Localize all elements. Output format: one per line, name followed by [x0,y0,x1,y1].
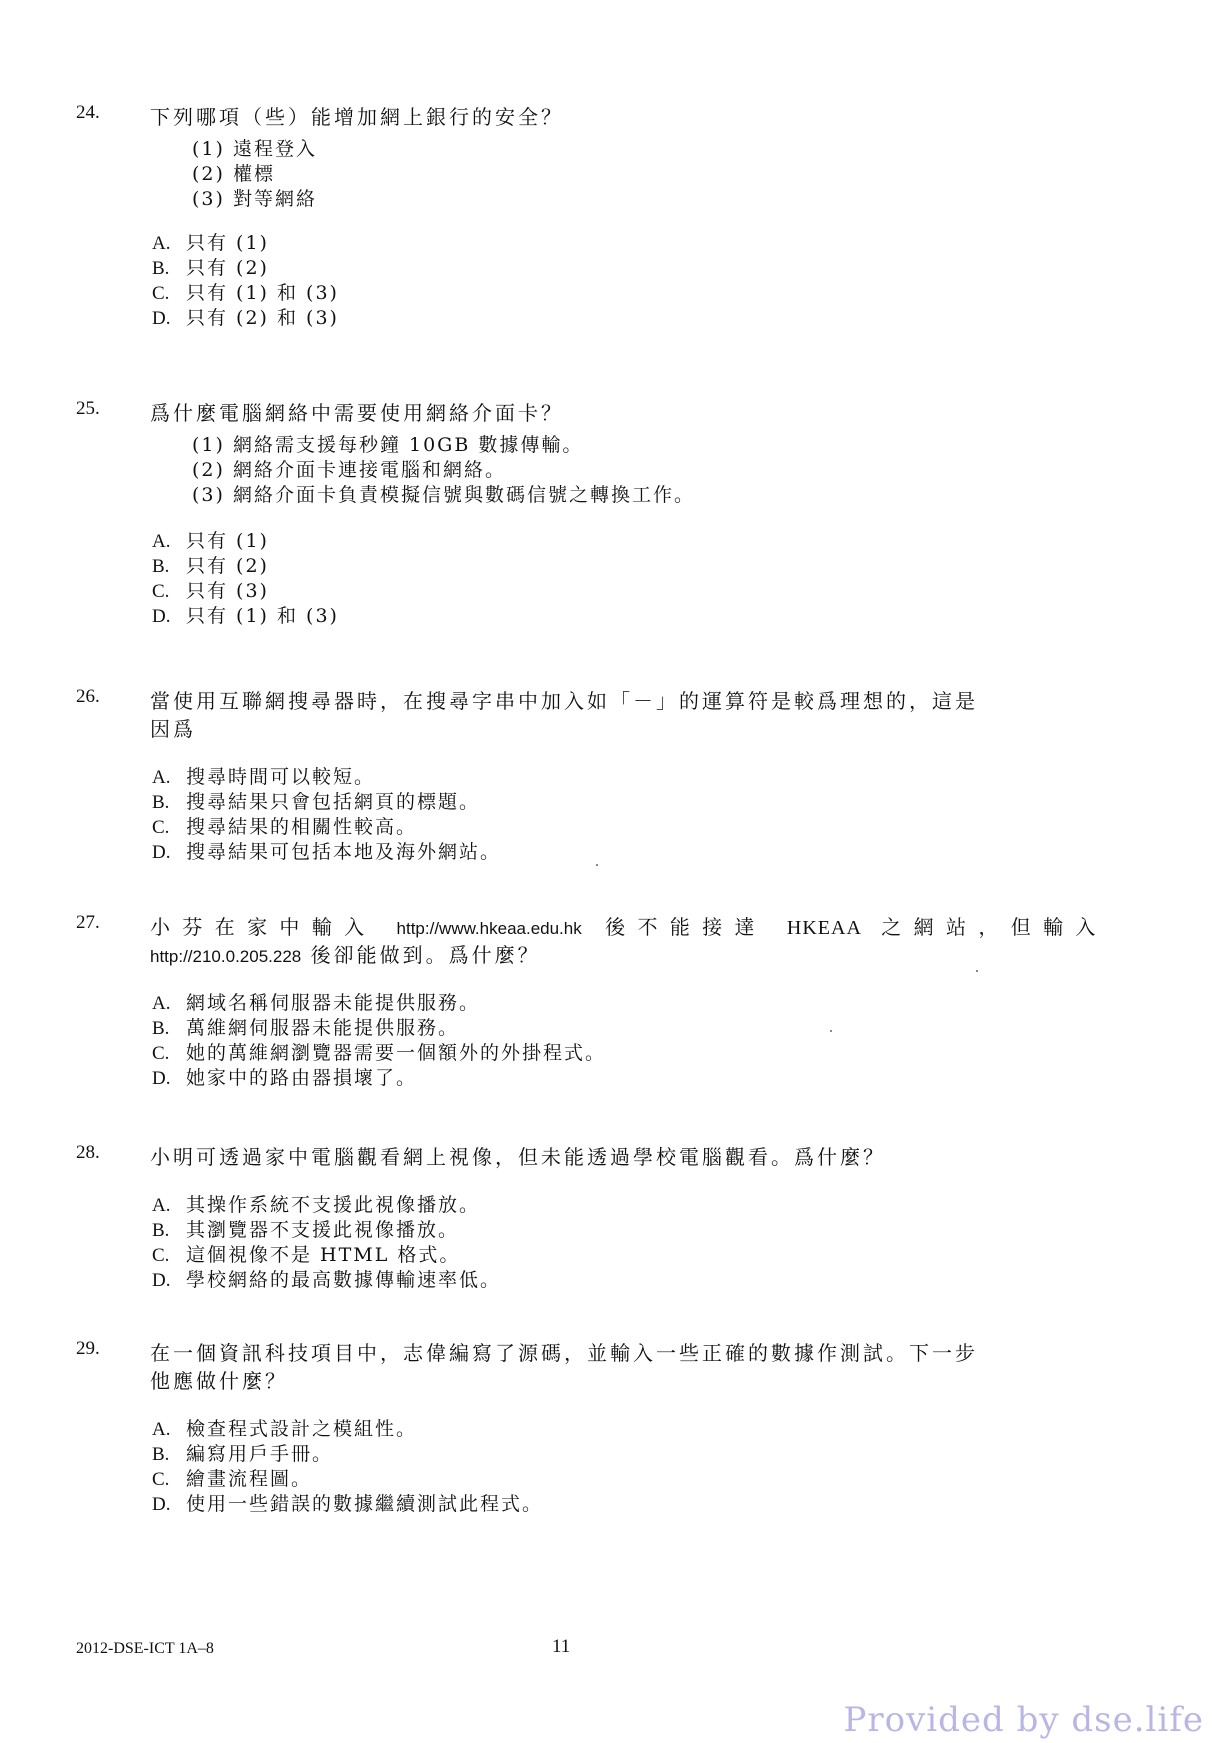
paper-code: 2012-DSE-ICT 1A–8 [76,1640,214,1657]
option-a: A. 網域名稱伺服器未能提供服務。 [152,992,481,1014]
option-a: A. 只有 (1) [152,530,269,552]
question-number: 29. [76,1338,100,1359]
statement: (3) 對等網絡 [192,188,317,210]
option-b: B. 萬維網伺服器未能提供服務。 [152,1017,460,1039]
option-d: D. 學校網絡的最高數據傳輸速率低。 [152,1269,502,1291]
question-stem-line-2: 他應做什麼？ [150,1369,288,1393]
option-d: D. 只有 (1) 和 (3) [152,605,339,627]
option-c: C. 她的萬維網瀏覽器需要一個額外的外掛程式。 [152,1042,607,1064]
question-number: 24. [76,102,100,123]
question-stem-line-1: 當使用互聯網搜尋器時，在搜尋字串中加入如「－」的運算符是較爲理想的，這是 [150,689,978,713]
option-a: A. 檢查程式設計之模組性。 [152,1418,418,1440]
question-stem: 爲什麼電腦網絡中需要使用網絡介面卡？ [150,401,564,425]
option-c: C. 只有 (3) [152,580,269,602]
question-stem-line-2: 因爲 [150,717,196,741]
statement: (2) 網絡介面卡連接電腦和網絡。 [192,459,506,481]
option-d: D. 搜尋結果可包括本地及海外網站。 [152,841,502,863]
option-d: D. 她家中的路由器損壞了。 [152,1067,418,1089]
question-number: 27. [76,912,100,933]
question-number: 25. [76,398,100,419]
question-stem-line-1: 在一個資訊科技項目中，志偉編寫了源碼，並輸入一些正確的數據作測試。下一步 [150,1341,978,1365]
question-number: 26. [76,686,100,707]
url-domain: http://www.hkeaa.edu.hk [396,919,582,938]
statement: (1) 網絡需支援每秒鐘 10GB 數據傳輸。 [192,434,584,456]
statement: (1) 遠程登入 [192,138,317,160]
url-ip: http://210.0.205.228 [150,947,302,966]
option-b: B. 其瀏覽器不支援此視像播放。 [152,1219,460,1241]
option-c: C. 只有 (1) 和 (3) [152,282,339,304]
option-b: B. 只有 (2) [152,257,269,279]
option-d: D. 使用一些錯誤的數據繼續測試此程式。 [152,1493,544,1515]
statement: (3) 網絡介面卡負責模擬信號與數碼信號之轉換工作。 [192,484,695,506]
option-b: B. 編寫用戶手冊。 [152,1443,334,1465]
scan-speck [596,864,598,866]
question-stem-line-2: http://210.0.205.228 後卻能做到。爲什麼？ [150,943,541,967]
option-b: B. 搜尋結果只會包括網頁的標題。 [152,791,481,813]
question-stem: 小明可透過家中電腦觀看網上視像，但未能透過學校電腦觀看。爲什麼？ [150,1145,886,1169]
option-a: A. 其操作系統不支援此視像播放。 [152,1194,481,1216]
option-c: C. 搜尋結果的相關性較高。 [152,816,418,838]
option-b: B. 只有 (2) [152,555,269,577]
scan-speck [830,1030,832,1032]
option-a: A. 搜尋時間可以較短。 [152,766,376,788]
page-number: 11 [552,1636,571,1657]
option-c: C. 這個視像不是 HTML 格式。 [152,1244,461,1266]
question-stem: 下列哪項（些）能增加網上銀行的安全？ [150,105,564,129]
option-c: C. 繪畫流程圖。 [152,1468,313,1490]
question-number: 28. [76,1142,100,1163]
statement: (2) 權標 [192,163,275,185]
scan-speck [976,970,978,972]
option-a: A. 只有 (1) [152,232,269,254]
option-d: D. 只有 (2) 和 (3) [152,307,339,329]
watermark: Provided by dse.life [843,1700,1204,1740]
question-stem-line-1: 小 芬 在 家 中 輸 入 http://www.hkeaa.edu.hk 後 不 能 接 達 HKEAA 之 網 站 ， 但 輸 入 [150,915,1099,939]
